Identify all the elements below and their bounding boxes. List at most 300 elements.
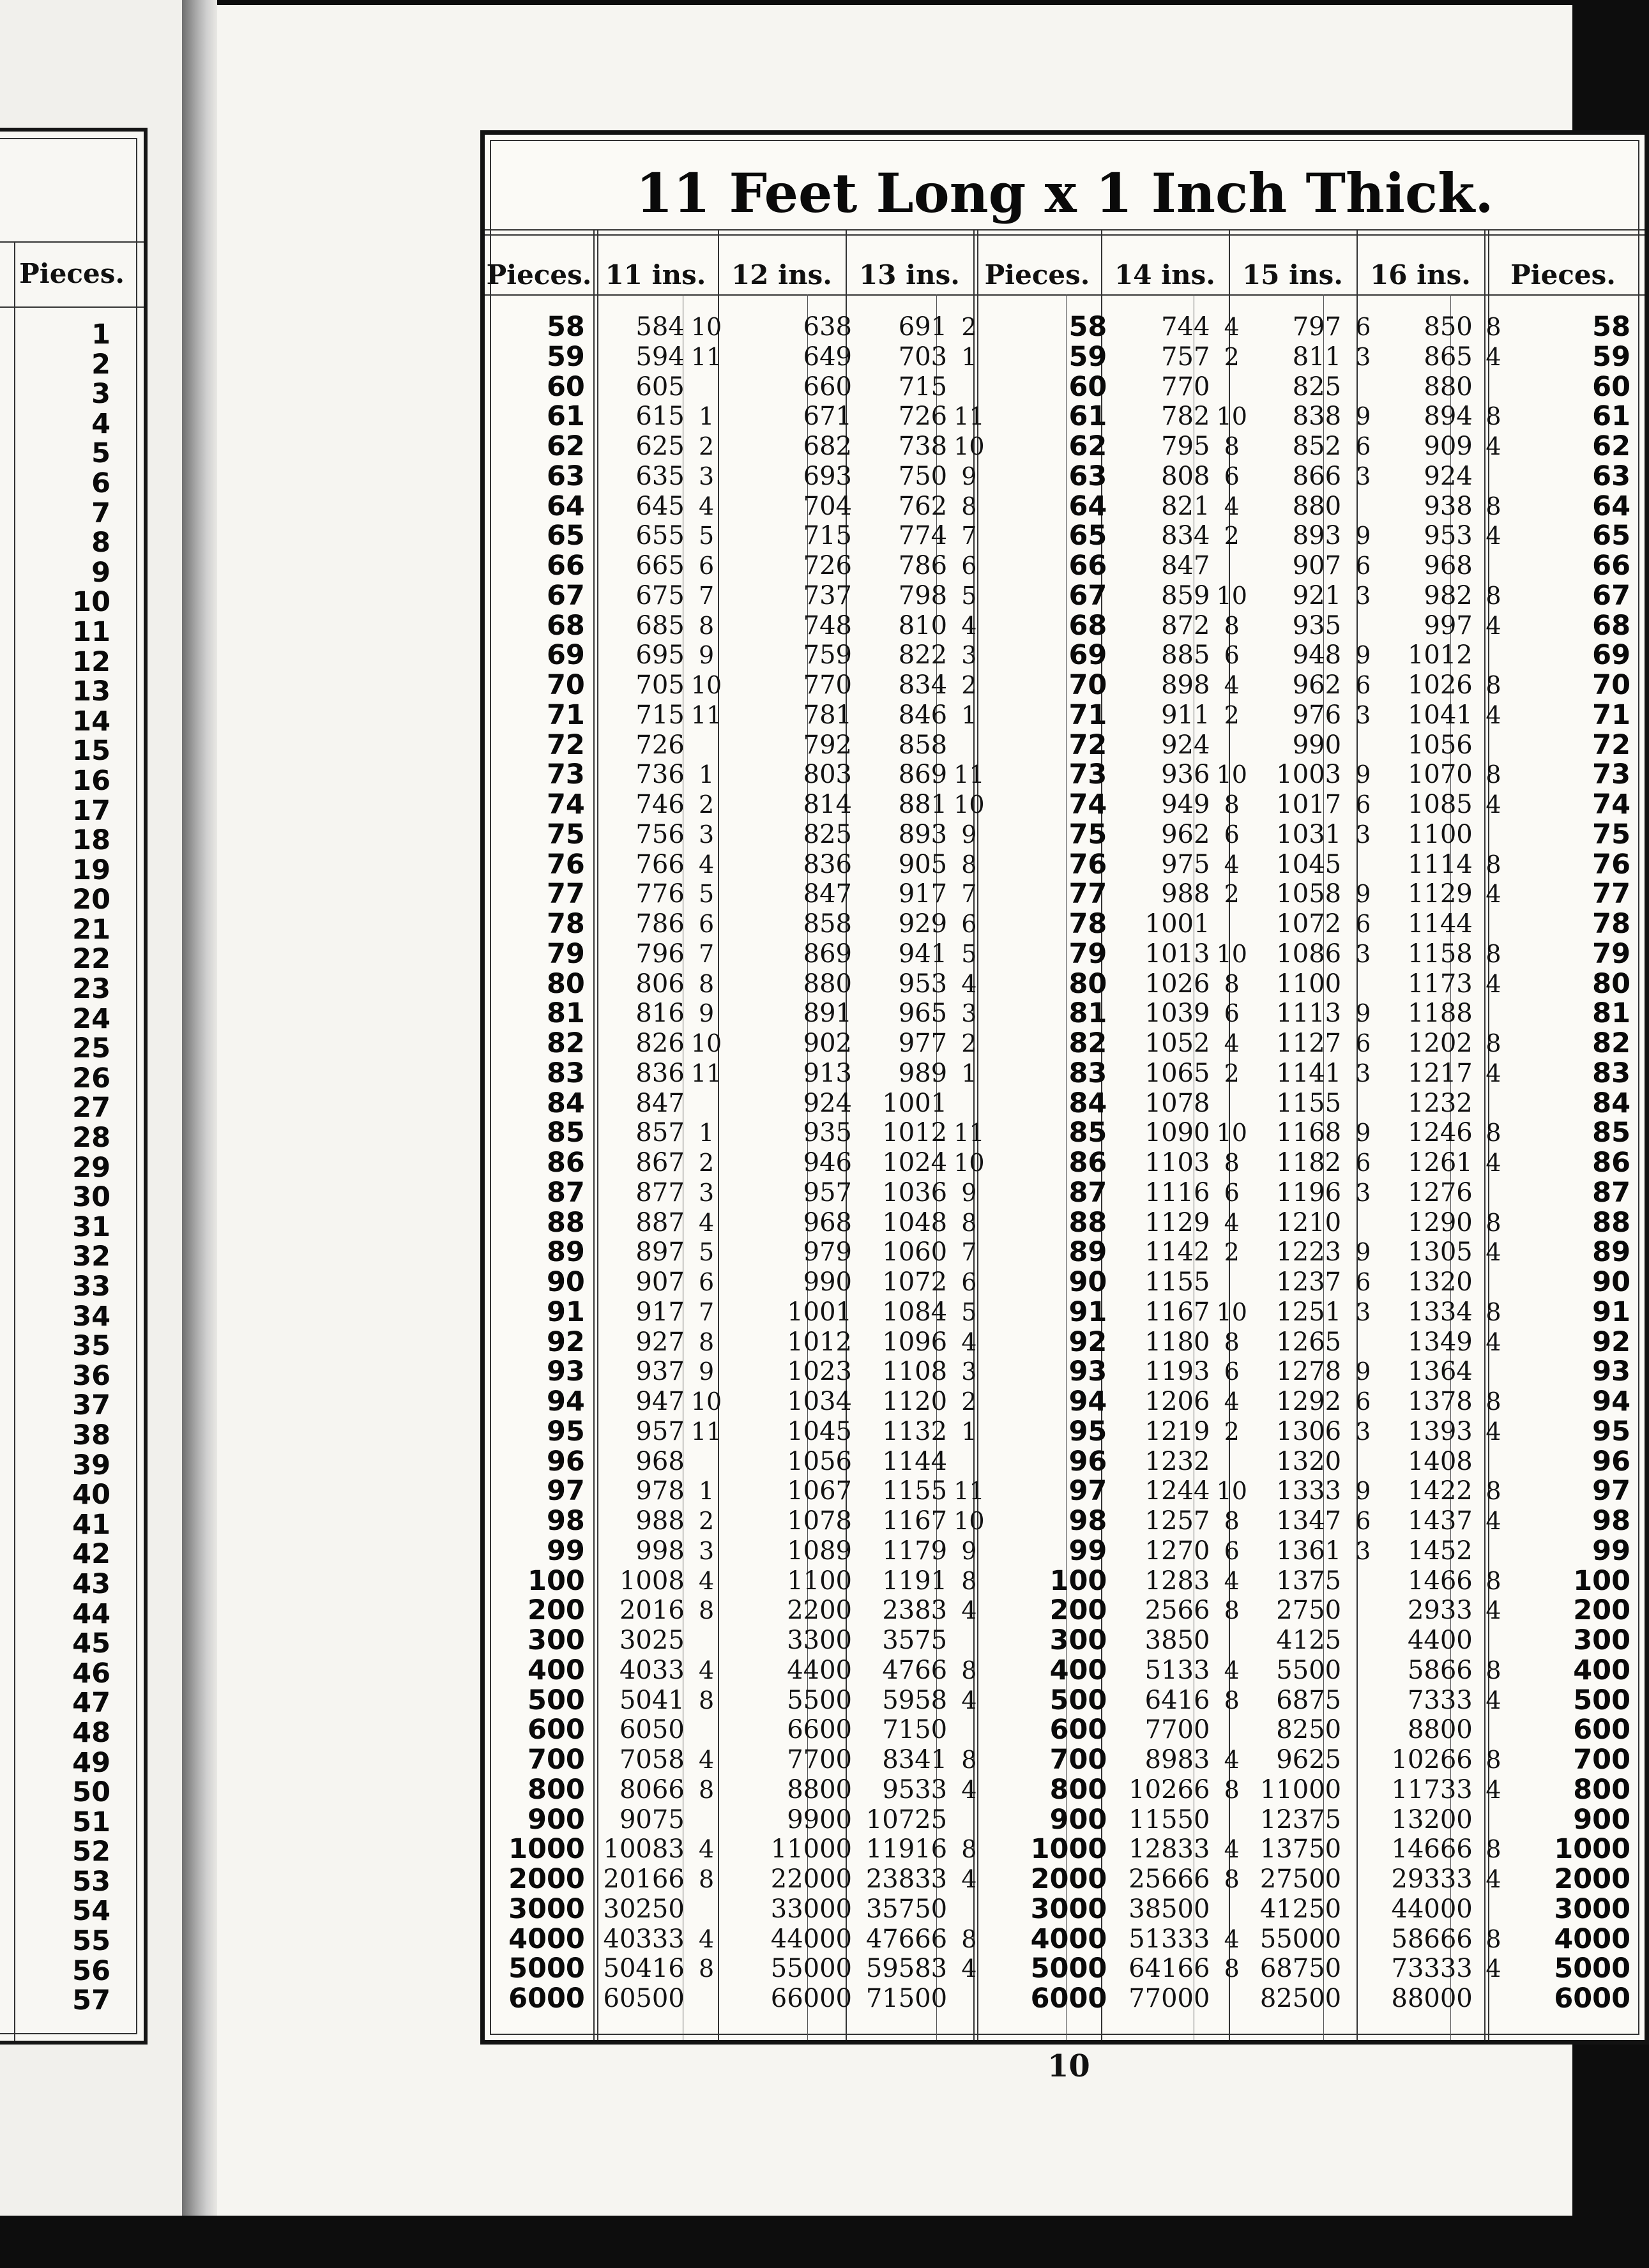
pieces-cell: 87: [546, 1176, 585, 1209]
inches-cell: 8: [1224, 969, 1240, 998]
table-row: [485, 1089, 1642, 1119]
feet-cell: 744: [1161, 312, 1210, 342]
inches-cell: 4: [1486, 1775, 1501, 1804]
feet-cell: 1217: [1407, 1058, 1473, 1088]
feet-cell: 1378: [1407, 1387, 1473, 1416]
inches-cell: 7: [698, 1297, 715, 1326]
feet-cell: 22000: [770, 1864, 852, 1894]
inches-cell: [688, 1984, 725, 2014]
inches-cell: 3: [1355, 462, 1371, 490]
inches-cell: 10: [690, 1387, 722, 1416]
feet-cell: 795: [1161, 432, 1210, 461]
inches-cell: 11: [690, 700, 722, 729]
feet-cell: 766: [635, 849, 685, 879]
feet-cell: 885: [1161, 640, 1210, 670]
table-row: [485, 1506, 1642, 1536]
feet-cell: 1334: [1407, 1297, 1473, 1327]
left-table-header: [0, 241, 144, 308]
inches-cell: 4: [1486, 1327, 1501, 1356]
pieces-cell: 74: [1068, 789, 1107, 820]
feet-cell: 693: [803, 461, 852, 491]
feet-cell: 937: [635, 1357, 685, 1387]
pieces-cell: 62: [546, 430, 585, 462]
inches-cell: 6: [1355, 910, 1371, 938]
left-pieces-cell: 16: [72, 764, 110, 797]
inches-cell: 8: [698, 611, 715, 640]
feet-cell: 1144: [882, 1446, 948, 1476]
inches-cell: 3: [698, 462, 715, 490]
feet-cell: 946: [803, 1148, 852, 1177]
feet-cell: 9900: [787, 1804, 852, 1834]
feet-cell: 968: [1424, 551, 1473, 580]
inches-cell: 5: [698, 880, 715, 909]
inches-cell: 1: [698, 1119, 715, 1147]
feet-cell: 605: [635, 372, 685, 402]
feet-cell: 1056: [1407, 730, 1473, 760]
table-row: [485, 1297, 1642, 1327]
inches-cell: 4: [961, 1596, 977, 1625]
inches-cell: [1345, 1864, 1381, 1894]
inches-cell: 2: [1224, 1417, 1240, 1446]
pieces-cell: 82: [1592, 1027, 1630, 1059]
feet-cell: 850: [1424, 312, 1473, 342]
inches-cell: 4: [1486, 1596, 1501, 1625]
inches-cell: [1477, 551, 1510, 581]
feet-cell: 660: [803, 372, 852, 402]
pieces-cell: 59: [546, 340, 585, 373]
pieces-cell: 96: [1068, 1445, 1107, 1478]
inches-cell: [1477, 1894, 1510, 1924]
inches-cell: 2: [1224, 1238, 1240, 1267]
feet-cell: 6600: [787, 1715, 852, 1745]
pieces-cell: 87: [1592, 1176, 1630, 1209]
pieces-cell: 92: [1592, 1326, 1630, 1358]
feet-cell: 8983: [1144, 1745, 1210, 1774]
table-row: [485, 909, 1642, 939]
feet-cell: 3850: [1144, 1626, 1210, 1655]
feet-cell: 893: [1292, 521, 1342, 551]
table-row: [485, 1954, 1642, 1984]
inches-cell: 9: [1355, 999, 1371, 1028]
left-pieces-cell: 36: [72, 1359, 110, 1392]
inches-cell: [1345, 1954, 1381, 1984]
inches-cell: 6: [961, 552, 977, 580]
inches-cell: 6: [961, 910, 977, 938]
feet-cell: 806: [635, 969, 685, 999]
inches-cell: 11: [690, 1417, 722, 1446]
feet-cell: 990: [803, 1267, 852, 1297]
feet-cell: 834: [898, 670, 948, 700]
feet-cell: 1408: [1407, 1446, 1473, 1476]
left-page: [0, 0, 185, 2216]
pieces-cell: 75: [1068, 818, 1107, 850]
feet-cell: 938: [1424, 491, 1473, 521]
left-pieces-cell: 15: [72, 735, 110, 767]
inches-cell: 8: [1486, 1208, 1501, 1237]
inches-cell: 3: [1355, 820, 1371, 849]
feet-cell: 671: [803, 402, 852, 432]
feet-cell: 905: [898, 849, 948, 879]
pieces-cell: 76: [546, 848, 585, 881]
pieces-cell: 88: [546, 1206, 585, 1239]
feet-cell: 1182: [1276, 1148, 1342, 1177]
pieces-cell: 81: [1068, 997, 1107, 1030]
left-pieces-cell: 33: [72, 1271, 110, 1303]
inches-cell: [1213, 1894, 1250, 1924]
inches-cell: 8: [1486, 939, 1501, 968]
inches-cell: [1477, 999, 1510, 1029]
feet-cell: 584: [635, 312, 685, 342]
feet-cell: 776: [635, 879, 685, 909]
feet-cell: 736: [635, 760, 685, 790]
inches-cell: [1477, 1626, 1510, 1656]
inches-cell: 4: [961, 1327, 977, 1356]
pieces-cell: 77: [546, 878, 585, 911]
feet-cell: 935: [1292, 610, 1342, 640]
pieces-cell: 3000: [1030, 1893, 1107, 1925]
feet-cell: 881: [898, 790, 948, 819]
feet-cell: 826: [635, 1029, 685, 1058]
pieces-cell: 1000: [508, 1833, 585, 1866]
pieces-cell: 80: [1068, 967, 1107, 1000]
table-row: [485, 1596, 1642, 1626]
inches-cell: 4: [1486, 1149, 1501, 1177]
inches-cell: 4: [1224, 1835, 1240, 1864]
lumber-table: [480, 130, 1649, 2045]
feet-cell: 1070: [1407, 760, 1473, 790]
table-row: [485, 1118, 1642, 1148]
feet-cell: 1120: [882, 1387, 948, 1416]
pieces-cell: 6000: [508, 1983, 585, 2015]
left-pieces-header: Pieces.: [19, 258, 125, 289]
feet-cell: 1168: [1276, 1118, 1342, 1148]
feet-cell: 847: [803, 879, 852, 909]
pieces-cell: 63: [1592, 460, 1630, 492]
feet-cell: 887: [635, 1207, 685, 1237]
inches-cell: [1477, 1715, 1510, 1745]
feet-cell: 1012: [882, 1118, 948, 1148]
inches-cell: 4: [698, 492, 715, 520]
pieces-cell: 98: [1068, 1505, 1107, 1537]
inches-cell: 9: [1355, 760, 1371, 789]
feet-cell: 947: [635, 1387, 685, 1416]
feet-cell: 998: [635, 1536, 685, 1566]
feet-cell: 5133: [1144, 1655, 1210, 1685]
inches-cell: 5: [961, 581, 977, 610]
inches-cell: 3: [698, 1536, 715, 1565]
inches-cell: 3: [1355, 342, 1371, 371]
inches-cell: [951, 1626, 987, 1656]
inches-cell: 6: [1224, 1357, 1240, 1386]
inches-cell: 3: [1355, 1297, 1371, 1326]
feet-cell: 957: [635, 1416, 685, 1446]
inches-cell: [688, 1894, 725, 1924]
inches-cell: 4: [1224, 313, 1240, 341]
pieces-cell: 59: [1592, 340, 1630, 373]
inches-cell: [1345, 372, 1381, 402]
inches-cell: 4: [1486, 611, 1501, 640]
inches-cell: 2: [698, 1149, 715, 1177]
pieces-cell: 98: [546, 1505, 585, 1537]
inches-cell: 8: [1486, 313, 1501, 341]
pieces-cell: 91: [1592, 1296, 1630, 1328]
feet-cell: 872: [1161, 610, 1210, 640]
feet-cell: 1078: [1144, 1088, 1210, 1118]
inches-cell: 5: [961, 1297, 977, 1326]
feet-cell: 859: [1161, 580, 1210, 610]
inches-cell: [688, 1089, 725, 1119]
table-row: [485, 1447, 1642, 1477]
pieces-cell: 69: [1068, 639, 1107, 672]
pieces-cell: 800: [1049, 1773, 1107, 1806]
feet-cell: 1100: [1276, 969, 1342, 999]
pieces-cell: 2000: [1030, 1863, 1107, 1895]
feet-cell: 1065: [1144, 1058, 1210, 1088]
pieces-cell: 5000: [508, 1953, 585, 1985]
inches-cell: [688, 1715, 725, 1745]
feet-cell: 3300: [787, 1626, 852, 1655]
left-pieces-cell: 22: [72, 943, 110, 976]
pieces-cell: 89: [1068, 1236, 1107, 1269]
feet-cell: 1196: [1276, 1177, 1342, 1207]
inches-cell: 8: [1486, 1835, 1501, 1864]
feet-cell: 786: [898, 551, 948, 580]
feet-cell: 1023: [787, 1357, 852, 1387]
inches-cell: 4: [1486, 790, 1501, 819]
inches-cell: 9: [961, 462, 977, 490]
feet-cell: 8066: [619, 1774, 685, 1804]
feet-cell: 897: [635, 1237, 685, 1267]
left-pieces-cell: 39: [72, 1449, 110, 1481]
feet-cell: 781: [803, 700, 852, 730]
inches-cell: 9: [698, 1357, 715, 1386]
pieces-cell: 300: [1049, 1624, 1107, 1656]
inches-cell: 8: [961, 850, 977, 879]
width-column-header: 12 ins.: [731, 259, 832, 291]
left-pieces-cell: 45: [72, 1628, 110, 1660]
pieces-cell: 1000: [1554, 1833, 1630, 1866]
feet-cell: 1142: [1144, 1237, 1210, 1267]
inches-cell: [1345, 1656, 1381, 1686]
inches-cell: 9: [1355, 402, 1371, 431]
inches-cell: 2: [1224, 700, 1240, 729]
inches-cell: 9: [1355, 1238, 1371, 1267]
inches-cell: 4: [1486, 969, 1501, 998]
inches-cell: 10: [954, 432, 985, 460]
pieces-cell: 85: [1592, 1117, 1630, 1149]
feet-cell: 1290: [1407, 1207, 1473, 1237]
page-title: 11 Feet Long x 1 Inch Thick.: [635, 162, 1494, 225]
feet-cell: 715: [803, 521, 852, 551]
inches-cell: 8: [698, 1954, 715, 1983]
feet-cell: 1108: [882, 1357, 948, 1387]
inches-cell: [1345, 1208, 1381, 1238]
pieces-cell: 4000: [1554, 1923, 1630, 1955]
pieces-cell: 61: [546, 400, 585, 433]
pieces-cell: 76: [1068, 848, 1107, 881]
feet-cell: 10266: [1128, 1774, 1210, 1804]
inches-cell: 3: [1355, 1059, 1371, 1087]
table-row: [485, 1387, 1642, 1417]
feet-cell: 2016: [619, 1596, 685, 1626]
inches-cell: [1345, 1715, 1381, 1745]
inches-cell: 8: [1486, 1477, 1501, 1506]
left-pieces-cell: 37: [72, 1389, 110, 1422]
feet-cell: 1364: [1407, 1357, 1473, 1387]
pieces-cell: 64: [1592, 490, 1630, 522]
feet-cell: 1036: [882, 1177, 948, 1207]
feet-cell: 990: [1292, 730, 1342, 760]
inches-cell: 8: [1224, 432, 1240, 460]
pieces-cell: 66: [1068, 550, 1107, 582]
inches-cell: 8: [1486, 1566, 1501, 1595]
feet-cell: 821: [1161, 491, 1210, 521]
feet-cell: 1041: [1407, 700, 1473, 730]
inches-cell: 4: [1224, 1566, 1240, 1595]
feet-cell: 12833: [1128, 1834, 1210, 1864]
pieces-cell: 500: [528, 1684, 585, 1716]
pieces-cell: 500: [1573, 1684, 1630, 1716]
pieces-cell: 91: [546, 1296, 585, 1328]
pieces-cell: 86: [546, 1147, 585, 1179]
feet-cell: 962: [1292, 670, 1342, 700]
inches-cell: 8: [961, 1835, 977, 1864]
pieces-cell: 90: [1592, 1266, 1630, 1298]
left-pieces-cell: 54: [72, 1895, 110, 1928]
pieces-cell: 79: [1592, 937, 1630, 970]
inches-cell: 4: [1224, 1924, 1240, 1953]
feet-cell: 857: [635, 1118, 685, 1148]
pieces-cell: 60: [1068, 370, 1107, 403]
feet-cell: 1278: [1276, 1357, 1342, 1387]
inches-cell: [1477, 1536, 1510, 1566]
inches-cell: 8: [1486, 1656, 1501, 1684]
pieces-cell: 900: [528, 1803, 585, 1836]
feet-cell: 847: [635, 1088, 685, 1118]
pieces-cell: 98: [1592, 1505, 1630, 1537]
left-pieces-cell: 38: [72, 1419, 110, 1451]
table-row: [485, 1745, 1642, 1775]
pieces-cell: 4000: [1030, 1923, 1107, 1955]
inches-cell: 8: [1486, 581, 1501, 610]
feet-cell: 1375: [1276, 1566, 1342, 1596]
pieces-cell: 93: [1068, 1356, 1107, 1388]
inches-cell: 9: [1355, 641, 1371, 670]
inches-cell: 10: [1216, 1297, 1247, 1326]
inches-cell: 8: [1486, 1297, 1501, 1326]
table-row: [485, 521, 1642, 551]
feet-cell: 982: [1424, 580, 1473, 610]
feet-cell: 11733: [1391, 1774, 1473, 1804]
pieces-cell: 58: [1592, 311, 1630, 343]
pieces-cell: 89: [1592, 1236, 1630, 1269]
inches-cell: 5: [698, 1238, 715, 1267]
left-pieces-cell: 26: [72, 1062, 110, 1094]
feet-cell: 1180: [1144, 1327, 1210, 1357]
inches-cell: [1213, 1626, 1250, 1656]
pieces-cell: 200: [1573, 1594, 1630, 1627]
inches-cell: 8: [961, 492, 977, 520]
inches-cell: 8: [1486, 1029, 1501, 1057]
inches-cell: 4: [1224, 1746, 1240, 1774]
inches-cell: 6: [1224, 820, 1240, 849]
pieces-cell: 3000: [1554, 1893, 1630, 1925]
feet-cell: 866: [1292, 461, 1342, 491]
feet-cell: 12375: [1259, 1804, 1342, 1834]
pieces-cell: 81: [546, 997, 585, 1030]
inches-cell: 9: [698, 999, 715, 1028]
feet-cell: 1144: [1407, 909, 1473, 939]
feet-cell: 5866: [1407, 1655, 1473, 1685]
pieces-cell: 100: [1573, 1564, 1630, 1597]
feet-cell: 1155: [882, 1476, 948, 1506]
inches-cell: [1345, 492, 1381, 522]
pieces-cell: 700: [528, 1744, 585, 1776]
feet-cell: 1012: [787, 1327, 852, 1357]
feet-cell: 858: [803, 909, 852, 939]
pieces-cell: 5000: [1030, 1953, 1107, 1985]
pieces-cell: 62: [1592, 430, 1630, 462]
pieces-cell: 66: [1592, 550, 1630, 582]
inches-cell: 8: [1486, 492, 1501, 520]
inches-cell: [1477, 1267, 1510, 1297]
inches-cell: 4: [1486, 432, 1501, 460]
left-pieces-cell: 1: [91, 319, 110, 351]
inches-cell: 11: [954, 1119, 985, 1147]
pieces-cell: 93: [1592, 1356, 1630, 1388]
feet-cell: 1129: [1144, 1207, 1210, 1237]
inches-cell: 8: [1224, 1865, 1240, 1893]
feet-cell: 869: [898, 760, 948, 790]
feet-cell: 1090: [1144, 1118, 1210, 1148]
inches-cell: [1477, 1089, 1510, 1119]
feet-cell: 902: [803, 1029, 852, 1058]
pieces-column-header: Pieces.: [984, 259, 1090, 291]
inches-cell: 4: [1486, 1865, 1501, 1893]
feet-cell: 953: [1424, 521, 1473, 551]
feet-cell: 846: [898, 700, 948, 730]
feet-cell: 7700: [787, 1745, 852, 1774]
feet-cell: 976: [1292, 700, 1342, 730]
feet-cell: 8341: [882, 1745, 948, 1774]
pieces-cell: 58: [1068, 311, 1107, 343]
table-row: [485, 640, 1642, 670]
feet-cell: 909: [1424, 432, 1473, 461]
feet-cell: 1422: [1407, 1476, 1473, 1506]
inches-cell: [1477, 1178, 1510, 1208]
pieces-cell: 58: [546, 311, 585, 343]
pieces-cell: 97: [1068, 1475, 1107, 1508]
pieces-cell: 84: [1068, 1087, 1107, 1119]
feet-cell: 893: [898, 819, 948, 849]
feet-cell: 838: [1292, 402, 1342, 432]
pieces-cell: 70: [546, 669, 585, 701]
feet-cell: 746: [635, 790, 685, 819]
inches-cell: 9: [1355, 522, 1371, 550]
inches-cell: 2: [698, 790, 715, 819]
inches-cell: 8: [1224, 1507, 1240, 1535]
feet-cell: 929: [898, 909, 948, 939]
feet-cell: 13200: [1391, 1804, 1473, 1834]
pieces-cell: 65: [1068, 520, 1107, 552]
feet-cell: 975: [1161, 849, 1210, 879]
pieces-cell: 66: [546, 550, 585, 582]
pieces-cell: 6000: [1030, 1983, 1107, 2015]
inches-cell: 10: [690, 671, 722, 699]
inches-cell: [951, 1894, 987, 1924]
feet-cell: 738: [898, 432, 948, 461]
feet-cell: 917: [898, 879, 948, 909]
